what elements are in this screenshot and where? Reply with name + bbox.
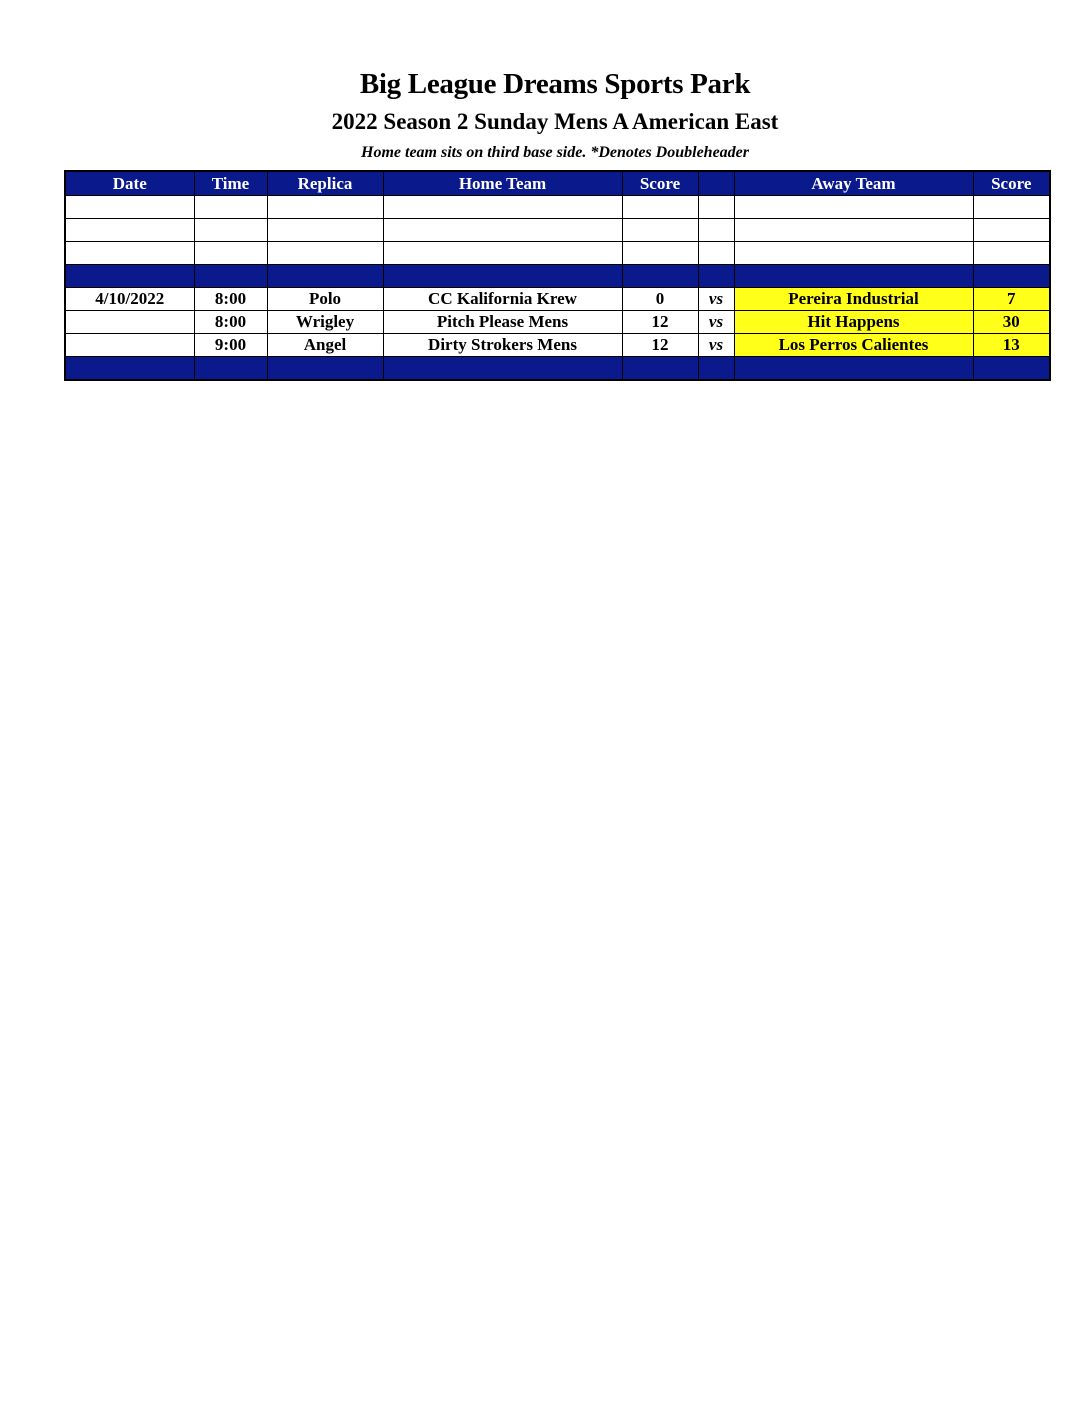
versus-label: vs: [698, 334, 734, 357]
footer-separator-row: [65, 357, 1050, 381]
home-score: 0: [622, 288, 698, 311]
separator-cell: [734, 357, 973, 381]
blank-cell: [383, 196, 622, 219]
game-time: 8:00: [194, 288, 267, 311]
table-header-row: [65, 171, 1050, 196]
blank-cell: [622, 242, 698, 265]
game-replica-field: Polo: [267, 288, 383, 311]
away-team: Pereira Industrial: [734, 288, 973, 311]
blank-row: [65, 219, 1050, 242]
blank-cell: [734, 219, 973, 242]
away-score: 7: [973, 288, 1050, 311]
game-date: 4/10/2022: [65, 288, 194, 311]
separator-cell: [194, 265, 267, 288]
versus-label: vs: [698, 311, 734, 334]
separator-cell: [622, 265, 698, 288]
blank-cell: [267, 242, 383, 265]
separator-row: [65, 265, 1050, 288]
col-header-time: Time: [194, 171, 267, 196]
game-date: [65, 334, 194, 357]
blank-row: [65, 242, 1050, 265]
separator-cell: [698, 357, 734, 381]
blank-cell: [194, 242, 267, 265]
col-header-home-team: Home Team: [383, 171, 622, 196]
schedule-table: [64, 170, 1051, 381]
col-header-away-team: Away Team: [734, 171, 973, 196]
separator-cell: [383, 265, 622, 288]
col-header-vs: [698, 171, 734, 196]
separator-cell: [973, 357, 1050, 381]
game-replica-field: Angel: [267, 334, 383, 357]
blank-cell: [973, 219, 1050, 242]
separator-cell: [65, 357, 194, 381]
blank-cell: [973, 196, 1050, 219]
separator-cell: [734, 265, 973, 288]
game-time: 8:00: [194, 311, 267, 334]
doubleheader-note: Home team sits on third base side. *Denotes Doubleheader: [361, 144, 749, 161]
blank-cell: [734, 196, 973, 219]
game-row: [65, 288, 1050, 311]
col-header-date: Date: [65, 171, 194, 196]
blank-cell: [383, 242, 622, 265]
game-replica-field: Wrigley: [267, 311, 383, 334]
away-team: Los Perros Calientes: [734, 334, 973, 357]
blank-cell: [622, 219, 698, 242]
blank-cell: [65, 196, 194, 219]
home-team: Dirty Strokers Mens: [383, 334, 622, 357]
separator-cell: [973, 265, 1050, 288]
game-row: [65, 334, 1050, 357]
blank-cell: [698, 196, 734, 219]
home-team: CC Kalifornia Krew: [383, 288, 622, 311]
separator-cell: [383, 357, 622, 381]
blank-cell: [734, 242, 973, 265]
game-row: [65, 311, 1050, 334]
separator-cell: [622, 357, 698, 381]
col-header-replica: Replica: [267, 171, 383, 196]
away-team: Hit Happens: [734, 311, 973, 334]
separator-cell: [194, 357, 267, 381]
blank-cell: [267, 196, 383, 219]
separator-cell: [698, 265, 734, 288]
separator-cell: [267, 357, 383, 381]
separator-cell: [267, 265, 383, 288]
blank-cell: [65, 219, 194, 242]
versus-label: vs: [698, 288, 734, 311]
blank-cell: [622, 196, 698, 219]
home-score: 12: [622, 311, 698, 334]
col-header-home-score: Score: [622, 171, 698, 196]
away-score: 30: [973, 311, 1050, 334]
page-subtitle: 2022 Season 2 Sunday Mens A American East: [331, 109, 779, 134]
blank-cell: [194, 219, 267, 242]
blank-cell: [65, 242, 194, 265]
blank-cell: [698, 219, 734, 242]
blank-row: [65, 196, 1050, 219]
blank-cell: [383, 219, 622, 242]
col-header-away-score: Score: [973, 171, 1050, 196]
blank-cell: [194, 196, 267, 219]
home-score: 12: [622, 334, 698, 357]
blank-cell: [973, 242, 1050, 265]
away-score: 13: [973, 334, 1050, 357]
blank-cell: [267, 219, 383, 242]
game-time: 9:00: [194, 334, 267, 357]
game-date: [65, 311, 194, 334]
home-team: Pitch Please Mens: [383, 311, 622, 334]
blank-cell: [698, 242, 734, 265]
page-title: Big League Dreams Sports Park: [359, 68, 751, 100]
separator-cell: [65, 265, 194, 288]
